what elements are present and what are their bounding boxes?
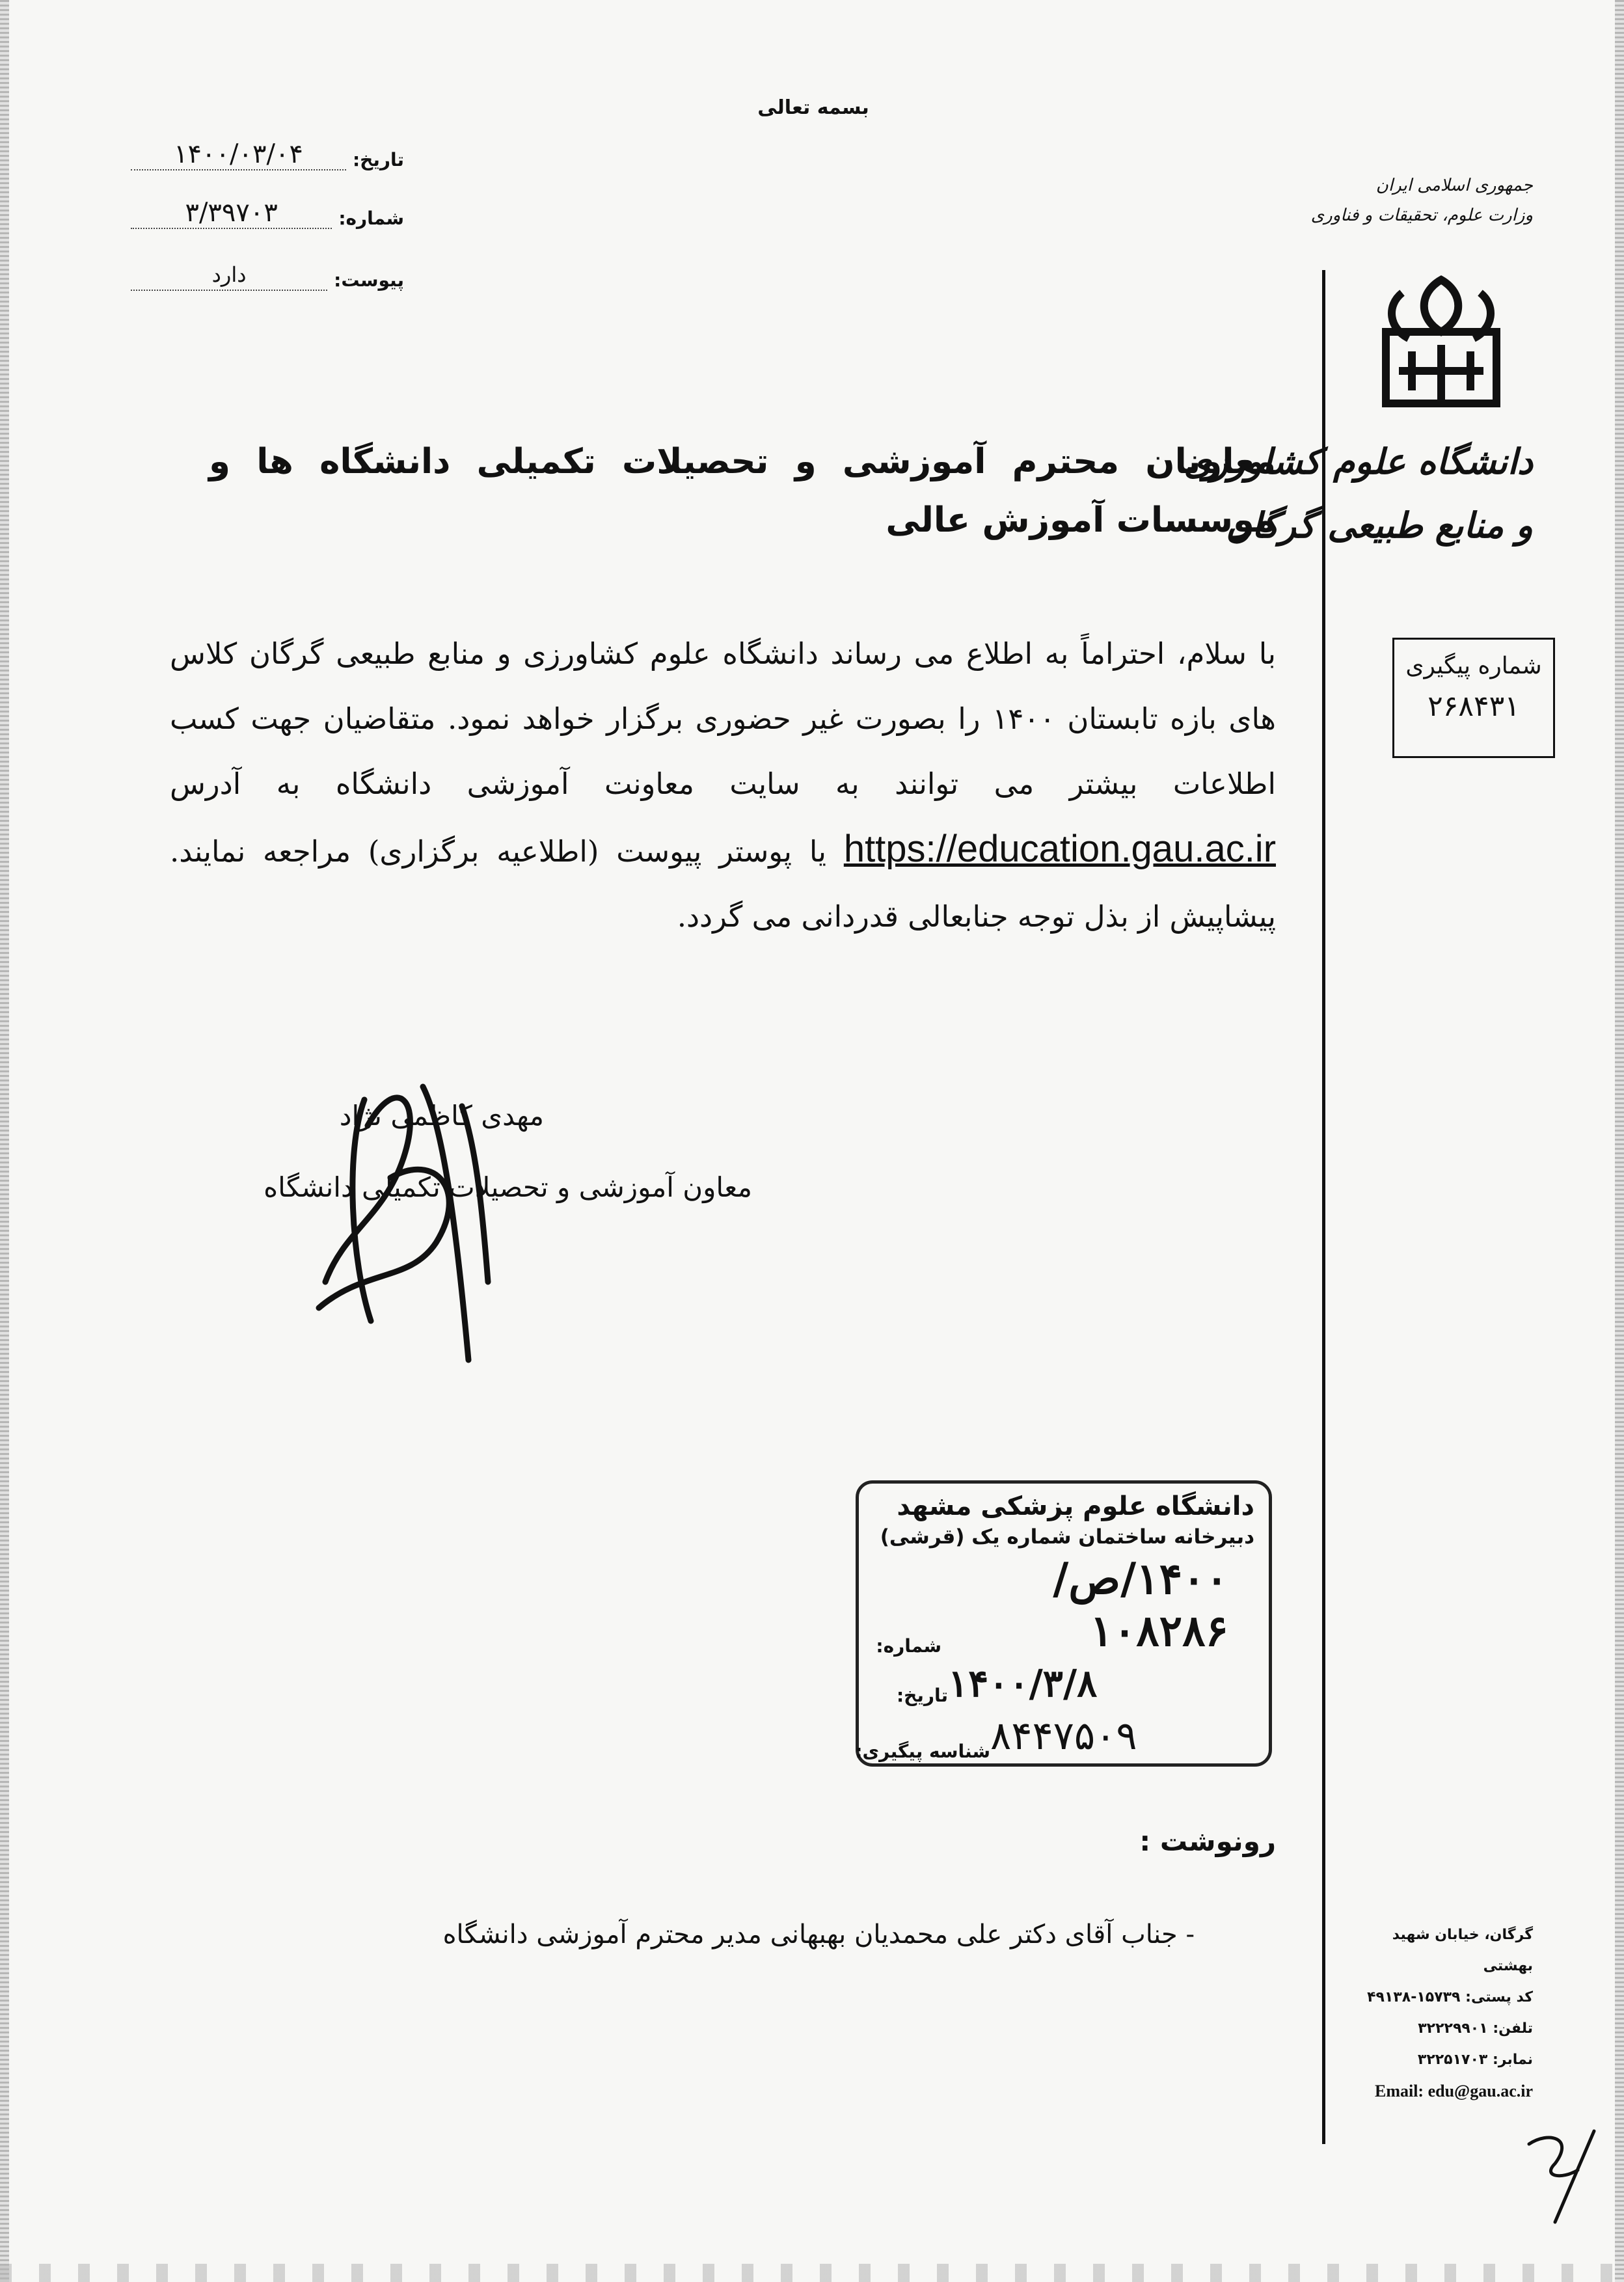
- body-text-part2: یا پوستر پیوست (اطلاعیه برگزاری) مراجعه نمایند. پیشاپیش از بذل توجه جنابعالی قدردانی می گردد.: [170, 834, 1276, 934]
- phone-number: تلفن: ۳۲۲۲۹۹۰۱: [1418, 2020, 1533, 2037]
- scan-bottom-edge: [0, 2264, 1624, 2282]
- tracking-number: ۲۶۸۴۳۱: [1428, 690, 1520, 723]
- number-row: [131, 189, 404, 229]
- stamp-number-row: [873, 1553, 1254, 1657]
- date-row: [131, 130, 404, 170]
- scan-edge-right: [1615, 0, 1624, 2282]
- date-value: ۱۴۰۰/۰۳/۰۴: [131, 139, 346, 170]
- website-link[interactable]: https://education.gau.ac.ir: [843, 828, 1277, 870]
- tracking-label: شماره پیگیری: [1405, 653, 1542, 679]
- handwritten-page-mark: [1516, 2118, 1607, 2229]
- cc-heading: رونوشت :: [1139, 1825, 1276, 1857]
- date-label: تاریخ:: [352, 149, 404, 170]
- stamp-tracking-row: [855, 1710, 1254, 1762]
- stamp-number-label: شماره:: [876, 1635, 942, 1657]
- number-value: ۳/۳۹۷۰۳: [131, 198, 332, 229]
- stamp-subtitle: دبیرخانه ساختمان شماره یک (قرشی): [880, 1525, 1254, 1549]
- body-text-part1: با سلام، احتراماً به اطلاع می رساند دانشگاه علوم کشاورزی و منابع طبیعی گرگان کلاس های بازه تابستان ۱۴۰۰ را بصورت غیر حضوری برگزار خواهد نمود. متقاضیان جهت کسب اطلاعات بیشتر می توانند به سایت معاونت آموزشی دانشگاه به آدرس: [170, 636, 1276, 801]
- signer-name: مهدی کاظمی نژاد: [339, 1100, 544, 1132]
- stamp-title: دانشگاه علوم پزشکی مشهد: [897, 1491, 1254, 1521]
- attachment-row: [131, 251, 404, 291]
- letterhead-contact: [1338, 1920, 1533, 2107]
- letterhead-government: [1311, 170, 1533, 230]
- handwritten-signature: [306, 1048, 514, 1373]
- incoming-registration-stamp: [856, 1480, 1272, 1767]
- letter-body: [170, 621, 1276, 949]
- number-label: شماره:: [338, 208, 404, 229]
- postal-code: کد پستی: ۱۵۷۳۹-۴۹۱۳۸: [1367, 1989, 1533, 2005]
- university-name-line1: دانشگاه علوم کشاورزی: [1184, 441, 1533, 482]
- basmala: بسمه تعالی: [757, 96, 869, 119]
- attachment-value: دارد: [131, 260, 327, 291]
- university-name-line2: و منابع طبیعی گرگان: [1226, 504, 1533, 546]
- fax-number: نمابر: ۳۲۲۵۱۷۰۳: [1417, 2052, 1533, 2068]
- ministry-line: وزارت علوم، تحقیقات و فناوری: [1310, 206, 1533, 225]
- university-name: [1184, 429, 1533, 557]
- stamp-tracking-label: شناسه پیگیری:: [855, 1741, 990, 1762]
- cc-recipient: - جناب آقای دکتر علی محمدیان بهبهانی مدیر محترم آموزشی دانشگاه: [442, 1920, 1195, 1949]
- stamp-number-value: ۱۴۰۰/ص/۱۰۸۲۸۶: [1053, 1553, 1228, 1656]
- recipient: معاونان محترم آموزشی و تحصیلات تکمیلی دانشگاه ها و موسسات آموزش عالی: [209, 442, 1276, 540]
- republic-line: جمهوری اسلامی ایران: [1375, 176, 1533, 195]
- tracking-number-box: [1392, 638, 1555, 758]
- stamp-date-value: ۱۴۰۰/۳/۸: [948, 1661, 1098, 1705]
- stamp-date-row: [873, 1661, 1254, 1706]
- email-address: Email: edu@gau.ac.ir: [1374, 2082, 1533, 2100]
- university-logo-icon: [1373, 267, 1509, 416]
- scan-edge-left: [0, 0, 9, 2282]
- attachment-label: پیوست:: [334, 269, 404, 291]
- stamp-tracking-value: ۸۴۴۷۵۰۹: [990, 1713, 1137, 1759]
- signer-title: معاون آموزشی و تحصیلات تکمیلی دانشگاه: [264, 1171, 752, 1203]
- address-line: گرگان، خیابان شهید بهشتی: [1392, 1927, 1533, 1974]
- stamp-date-label: تاریخ:: [896, 1685, 948, 1706]
